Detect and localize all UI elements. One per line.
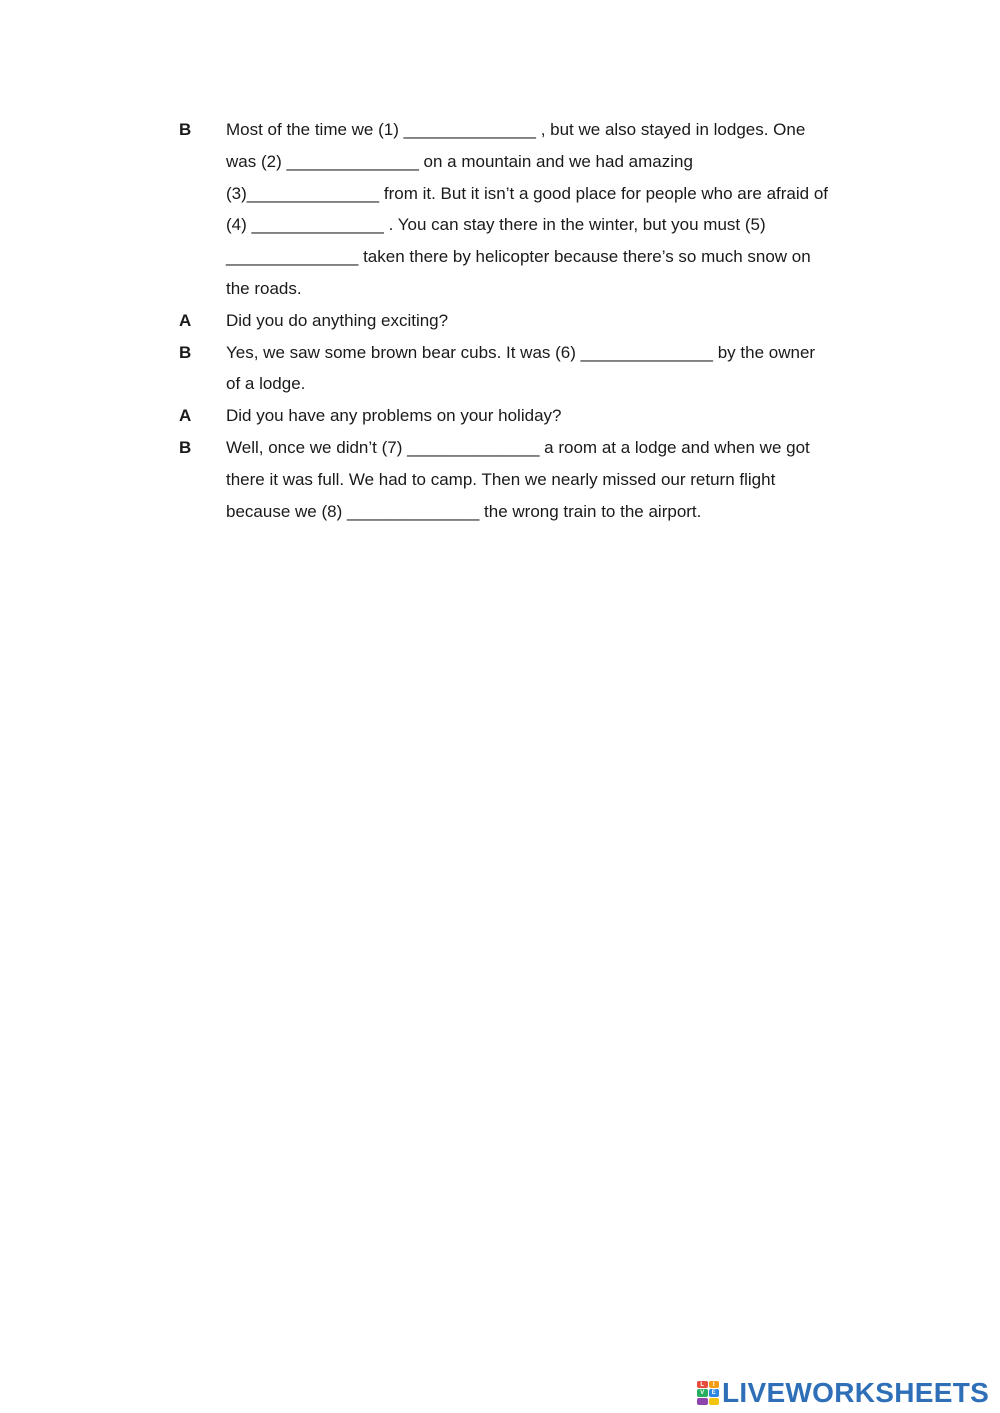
text-line: ______________ taken there by helicopter because there’s so much snow on xyxy=(226,247,811,267)
logo-tile xyxy=(709,1398,720,1405)
text-line: (3)______________ from it. But it isn’t a good place for people who are afraid of xyxy=(226,183,828,203)
text-line: the roads. xyxy=(226,278,302,298)
speaker-label: A xyxy=(179,406,192,426)
text-line: Did you have any problems on your holiday? xyxy=(226,406,562,426)
speaker-label: B xyxy=(179,120,192,139)
speaker-label: B xyxy=(179,437,192,457)
logo-tile xyxy=(697,1398,708,1405)
dialogue xyxy=(179,114,899,527)
turn-text xyxy=(226,400,899,432)
dialogue-turn xyxy=(179,400,899,432)
dialogue-turn xyxy=(179,432,899,527)
logo-tile: I xyxy=(709,1381,720,1388)
turn-text xyxy=(226,305,899,337)
text-line: of a lodge. xyxy=(226,374,306,394)
logo-tile: L xyxy=(697,1381,708,1388)
text-line: Yes, we saw some brown bear cubs. It was (6) ______________ by the owner xyxy=(226,342,816,362)
text-line: was (2) ______________ on a mountain and we had amazing xyxy=(226,151,693,171)
speaker-label: A xyxy=(179,310,192,330)
turn-text xyxy=(226,114,899,305)
text-line: Did you do anything exciting? xyxy=(226,310,449,330)
turn-text xyxy=(226,432,899,527)
logo-tile: E xyxy=(709,1389,720,1396)
logo-text: LIVEWORKSHEETS xyxy=(722,1377,990,1408)
text-line: there it was full. We had to camp. Then we nearly missed our return flight xyxy=(226,469,776,489)
dialogue-turn xyxy=(179,305,899,337)
text-line: Most of the time we (1) ______________ , but we also stayed in lodges. One xyxy=(226,120,806,139)
speaker-label: B xyxy=(179,342,192,362)
liveworksheets-logo-icon xyxy=(697,1381,719,1405)
logo-tile: V xyxy=(697,1389,708,1396)
liveworksheets-logo xyxy=(697,1378,989,1408)
text-line: Well, once we didn’t (7) ______________ a room at a lodge and when we got xyxy=(226,437,810,457)
text-line: because we (8) ______________ the wrong train to the airport. xyxy=(226,501,702,521)
turn-text xyxy=(226,337,899,401)
text-line: (4) ______________ . You can stay there in the winter, but you must (5) xyxy=(226,215,766,235)
dialogue-turn xyxy=(179,114,899,305)
dialogue-turn xyxy=(179,337,899,401)
